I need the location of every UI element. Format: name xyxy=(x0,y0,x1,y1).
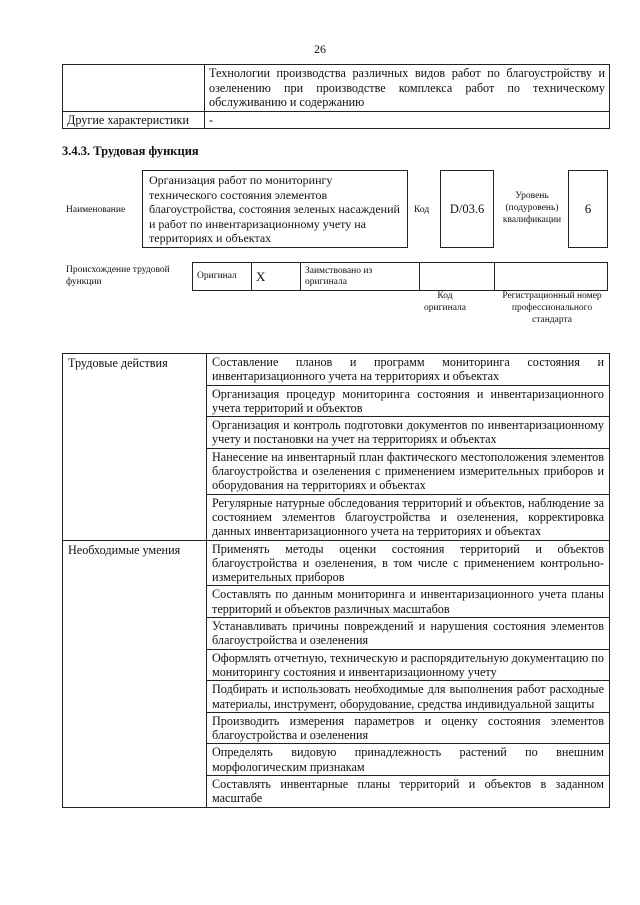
row-label xyxy=(63,65,205,112)
original-label: Оригинал xyxy=(193,263,252,291)
table-row xyxy=(63,65,610,112)
labor-action: Организация процедур мониторинга состояния и инвентаризационного учета территорий и объектов xyxy=(207,385,610,417)
row-text: - xyxy=(205,111,610,129)
table-row xyxy=(193,263,608,291)
skills-label: Необходимые умения xyxy=(63,540,207,807)
characteristics-table xyxy=(62,64,610,129)
table-row xyxy=(63,354,610,386)
main-table xyxy=(62,353,610,808)
skill: Производить измерения параметров и оценку состояния элементов благоустройства и озеленения xyxy=(207,712,610,744)
original-code-caption: Код оригинала xyxy=(424,291,466,313)
skill: Устанавливать причины повреждений и нарушения состояния элементов благоустройства и озеленения xyxy=(207,618,610,650)
original-code-cell xyxy=(420,263,495,291)
skill: Определять видовую принадлежность растений по внешним морфологическим признакам xyxy=(207,744,610,776)
reg-number-cell xyxy=(495,263,608,291)
origin-label: Происхождение трудовой функции xyxy=(66,265,170,287)
page-number: 26 xyxy=(314,42,326,56)
table-row xyxy=(63,111,610,129)
labor-action: Организация и контроль подготовки документов по инвентаризационному учету и постановки на учет на территориях и объектах xyxy=(207,417,610,449)
function-code: D/03.6 xyxy=(440,170,494,248)
code-label: Код xyxy=(414,205,430,215)
origin-table xyxy=(192,262,608,291)
row-text: Технологии производства различных видов работ по благоустройству и озеленению при производстве комплекса работ по техническому обслуживанию и содержанию xyxy=(205,65,610,112)
skill: Оформлять отчетную, техническую и распорядительную документацию по мониторингу состояния и инвентаризационному учету xyxy=(207,649,610,681)
qualification-level: 6 xyxy=(568,170,608,248)
skill: Применять методы оценки состояния территорий и объектов благоустройства и озеленения, в том числе с применением контрольно-измерительных приборов xyxy=(207,540,610,586)
table-row xyxy=(63,540,610,586)
original-mark: X xyxy=(252,263,301,291)
row-label: Другие характеристики xyxy=(63,111,205,129)
function-name: Организация работ по мониторингу технического состояния элементов благоустройства, состояния зеленых насаждений и работ по инвентаризационному учету на территориях и объектах xyxy=(142,170,408,248)
section-title: 3.4.3. Трудовая функция xyxy=(62,144,199,158)
labor-action: Нанесение на инвентарный план фактического местоположения элементов благоустройства и озеленения с применением измерительных приборов и оборудования на территориях и объектах xyxy=(207,448,610,494)
skill: Подбирать и использовать необходимые для выполнения работ расходные материалы, инструмент, оборудование, средства индивидуальной защиты xyxy=(207,681,610,713)
labor-action: Регулярные натурные обследования территорий и объектов, наблюдение за состоянием элементов благоустройства и озеленения, корректировка данных инвентаризационного учета на территориях и объектах xyxy=(207,494,610,540)
labor-actions-label: Трудовые действия xyxy=(63,354,207,541)
name-label: Наименование xyxy=(66,205,126,215)
borrowed-label: Заимствовано из оригинала xyxy=(301,263,420,291)
skill: Составлять по данным мониторинга и инвентаризационного учета планы территорий и объектов различных масштабов xyxy=(207,586,610,618)
skill: Составлять инвентарные планы территорий и объектов в заданном масштабе xyxy=(207,776,610,808)
labor-action: Составление планов и программ мониторинга состояния и инвентаризационного учета на территориях и объектах xyxy=(207,354,610,386)
reg-number-caption: Регистрационный номер профессионального стандарта xyxy=(502,291,602,325)
level-label: Уровень (подуровень) квалификации xyxy=(502,191,562,225)
